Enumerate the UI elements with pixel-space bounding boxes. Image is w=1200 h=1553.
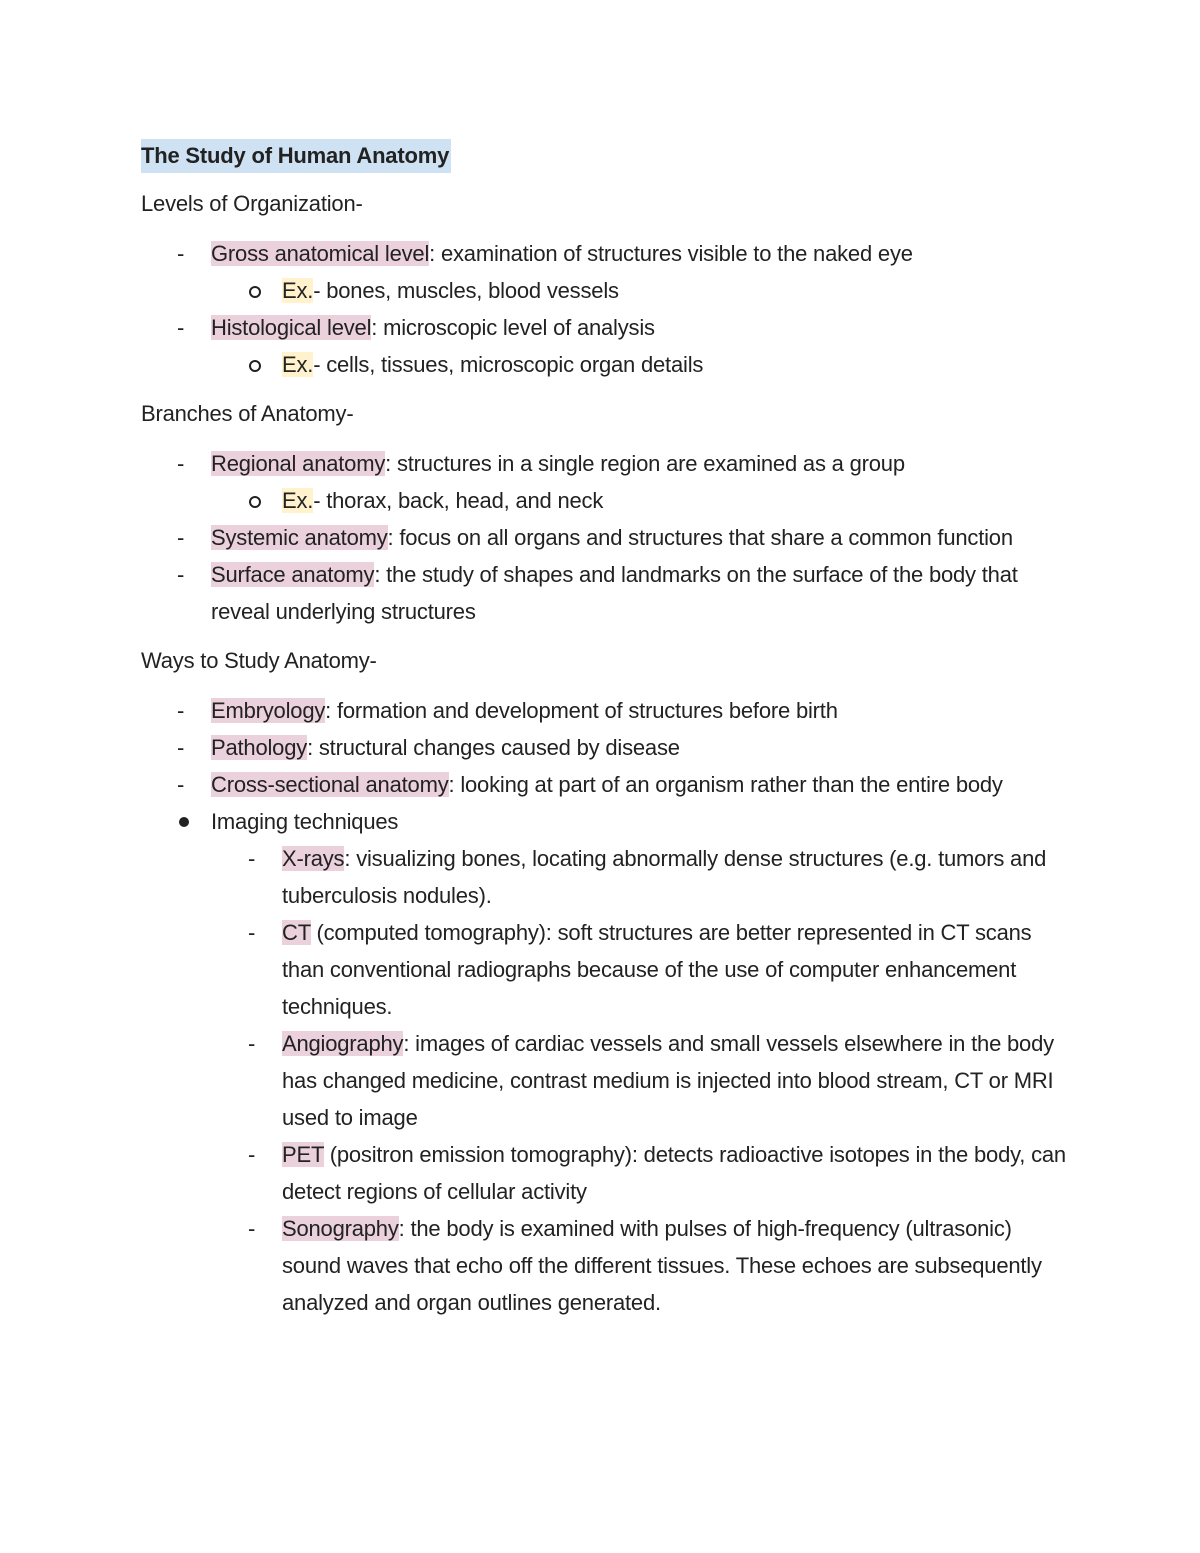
imaging-item bbox=[141, 1025, 1071, 1136]
definition: : visualizing bones, locating abnormally dense structures (e.g. tumors and tuberculosis nodules). bbox=[282, 846, 1047, 908]
levels-list bbox=[141, 235, 1071, 383]
dash-marker: - bbox=[177, 451, 185, 476]
dash-marker: - bbox=[177, 241, 185, 266]
term: PET bbox=[282, 1142, 324, 1167]
definition: : focus on all organs and structures that share a common function bbox=[387, 525, 1013, 550]
term: Surface anatomy bbox=[211, 562, 375, 587]
term: Sonography bbox=[282, 1216, 399, 1241]
dash-marker: - bbox=[177, 315, 185, 340]
dash-marker: - bbox=[248, 846, 256, 871]
list-item bbox=[141, 309, 1071, 346]
example-text: - bones, muscles, blood vessels bbox=[313, 278, 619, 303]
list-item bbox=[141, 729, 1071, 766]
definition: : structures in a single region are examined as a group bbox=[385, 451, 905, 476]
imaging-item bbox=[141, 1210, 1071, 1321]
term: Gross anatomical level bbox=[211, 241, 430, 266]
imaging-item bbox=[141, 914, 1071, 1025]
example-label: Ex. bbox=[282, 352, 314, 377]
dash-marker: - bbox=[177, 772, 185, 797]
example-text: - thorax, back, head, and neck bbox=[313, 488, 604, 513]
definition: (positron emission tomography): detects radioactive isotopes in the body, can detect regions of cellular activity bbox=[282, 1142, 1066, 1204]
imaging-item bbox=[141, 840, 1071, 914]
term: Angiography bbox=[282, 1031, 404, 1056]
imaging-heading: Imaging techniques bbox=[211, 809, 399, 834]
dash-marker: - bbox=[177, 735, 185, 760]
definition: : looking at part of an organism rather than the entire body bbox=[448, 772, 1003, 797]
dash-marker: - bbox=[177, 698, 185, 723]
dash-marker: - bbox=[248, 920, 256, 945]
dash-marker: - bbox=[248, 1216, 256, 1241]
term: Cross-sectional anatomy bbox=[211, 772, 449, 797]
list-item bbox=[141, 556, 1071, 630]
branches-list bbox=[141, 445, 1071, 630]
dash-marker: - bbox=[177, 525, 185, 550]
term: X-rays bbox=[282, 846, 345, 871]
example-item bbox=[141, 272, 1071, 309]
definition: : the study of shapes and landmarks on the surface of the body that reveal underlying structures bbox=[211, 562, 1018, 624]
dash-marker: - bbox=[248, 1142, 256, 1167]
filled-bullet-icon bbox=[179, 817, 189, 827]
section-heading-levels: Levels of Organization- bbox=[141, 191, 363, 216]
list-item bbox=[141, 519, 1071, 556]
hollow-bullet-icon bbox=[249, 360, 261, 372]
example-text: - cells, tissues, microscopic organ details bbox=[313, 352, 704, 377]
example-label: Ex. bbox=[282, 278, 314, 303]
hollow-bullet-icon bbox=[249, 286, 261, 298]
document-content bbox=[141, 139, 1071, 1321]
imaging-item bbox=[141, 1136, 1071, 1210]
term: Embryology bbox=[211, 698, 326, 723]
definition: : formation and development of structures before birth bbox=[325, 698, 838, 723]
term: CT bbox=[282, 920, 311, 945]
list-item bbox=[141, 692, 1071, 729]
list-item bbox=[141, 766, 1071, 803]
term: Systemic anatomy bbox=[211, 525, 388, 550]
list-item bbox=[141, 235, 1071, 272]
definition: (computed tomography): soft structures are better represented in CT scans than conventional radiographs because of the use of computer enhancement techniques. bbox=[282, 920, 1032, 1019]
ways-list bbox=[141, 692, 1071, 1321]
list-item bbox=[141, 445, 1071, 482]
example-label: Ex. bbox=[282, 488, 314, 513]
term: Regional anatomy bbox=[211, 451, 386, 476]
definition: : examination of structures visible to the naked eye bbox=[429, 241, 913, 266]
example-item bbox=[141, 482, 1071, 519]
term: Histological level bbox=[211, 315, 372, 340]
imaging-bullet-item bbox=[141, 803, 1071, 840]
dash-marker: - bbox=[248, 1031, 256, 1056]
definition: : microscopic level of analysis bbox=[371, 315, 655, 340]
dash-marker: - bbox=[177, 562, 185, 587]
definition: : structural changes caused by disease bbox=[307, 735, 680, 760]
definition: : images of cardiac vessels and small vessels elsewhere in the body has changed medicine, contrast medium is injected into blood stream, CT or MRI used to image bbox=[282, 1031, 1054, 1130]
example-item bbox=[141, 346, 1071, 383]
section-heading-ways: Ways to Study Anatomy- bbox=[141, 648, 377, 673]
definition: : the body is examined with pulses of high-frequency (ultrasonic) sound waves that echo off the different tissues. These echoes are subsequently analyzed and organ outlines generated. bbox=[282, 1216, 1042, 1315]
hollow-bullet-icon bbox=[249, 496, 261, 508]
term: Pathology bbox=[211, 735, 308, 760]
section-heading-branches: Branches of Anatomy- bbox=[141, 401, 354, 426]
page-title: The Study of Human Anatomy bbox=[141, 139, 451, 173]
